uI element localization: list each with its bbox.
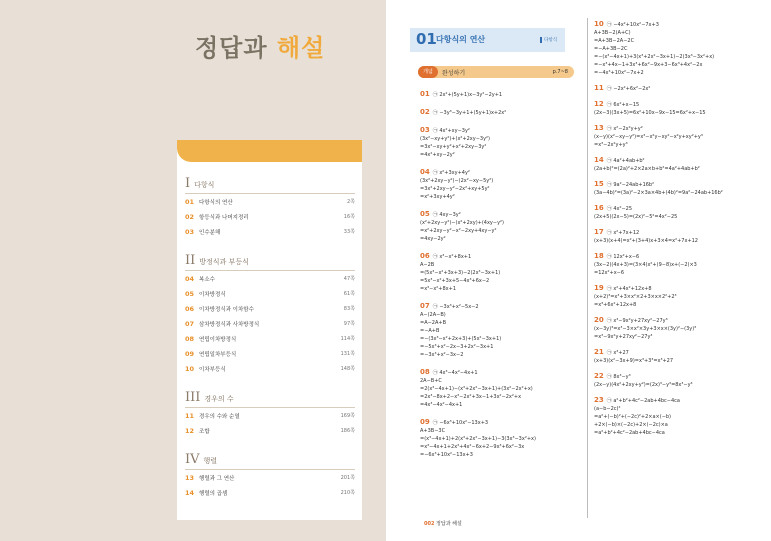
answer-result: ㉠ x²−2x²y+y² <box>606 126 643 132</box>
toc-section-numeral: I <box>185 176 191 191</box>
answer-work-line: =−x³+4x−1+3x³+6x²−9x+3−6x³+4x²−2x <box>594 62 703 68</box>
toc-item-title: 인수분해 <box>199 230 221 236</box>
answer-work-line: (x+3)(x²−3x+9)=x³+3³=x³+27 <box>594 358 674 364</box>
answer-number: 18 <box>594 252 604 260</box>
answer-item <box>594 372 693 389</box>
answer-number: 22 <box>594 372 604 380</box>
answer-work-line: (x−3y)³=x³−3×x²×3y+3×x×(3y)²−(3y)³ <box>594 326 697 332</box>
answer-result: ㉠ 12x²+x−6 <box>606 254 640 260</box>
answer-item <box>594 124 703 149</box>
toc-item[interactable] <box>185 412 355 420</box>
answer-work-line: (3a−4b)²=(3a)²−2×3a×4b+(4b)²=9a²−24ab+16b² <box>594 190 723 196</box>
page-footer <box>424 520 462 527</box>
cover-title-accent: 해설 <box>276 34 326 62</box>
answer-number: 03 <box>420 126 430 134</box>
answer-item <box>594 396 680 437</box>
answer-item <box>594 204 677 221</box>
answer-work-line: (a−b−2c)² <box>594 406 621 412</box>
chapter-tag: 다항식 <box>540 37 557 43</box>
answer-work-line: =3x²+2xy−y²−2x²+xy+5y² <box>420 186 490 192</box>
toc-item-title: 이차부등식 <box>199 367 226 373</box>
toc-item-title: 조합 <box>199 429 210 435</box>
toc-section-title: 경우의 수 <box>204 395 234 403</box>
answer-item <box>420 90 502 99</box>
toc-item-number: 10 <box>185 365 195 373</box>
toc-item-number: 05 <box>185 290 195 298</box>
answer-work-line: =x²+2xy−y²−x²−2xy+4xy−y² <box>420 228 497 234</box>
answer-item <box>594 284 677 309</box>
answer-item <box>594 180 723 197</box>
answer-work-line: =(5x³−x²+3x+3)−2(2x³−3x+1) <box>420 270 501 276</box>
answer-work-line: =−A+3B−2C <box>594 46 628 52</box>
answer-item <box>420 368 533 409</box>
toc-item[interactable] <box>185 489 355 497</box>
answer-result: ㉠ 4x³−4x²−4x+1 <box>432 370 478 376</box>
answer-work-line: =5x³−x²+3x+5−4x³+6x−2 <box>420 278 490 284</box>
answer-work-line: (x−y)(x²−xy−y²)=x³−x²y−xy²−x²y+xy²+y³ <box>594 134 703 140</box>
toc-item-page: 114쪽 <box>340 336 355 342</box>
toc-item-page: 47쪽 <box>343 276 355 282</box>
toc-item-page: 169쪽 <box>340 413 355 419</box>
answer-work-line: =A−2A+B <box>420 320 447 326</box>
toc-item-page: 61쪽 <box>343 291 355 297</box>
toc-item[interactable] <box>185 228 355 236</box>
chapter-number: 01 <box>416 30 437 48</box>
answer-work-line: =(x³−4x+1)+2(x³+2x²−3x+1)−3(3x³−3x²+x) <box>420 436 536 442</box>
answer-number: 08 <box>420 368 430 376</box>
footer-label: 정답과 해설 <box>436 521 462 527</box>
toc-section-numeral: III <box>185 390 201 405</box>
answer-number: 10 <box>594 20 604 28</box>
toc-item-page: 131쪽 <box>340 351 355 357</box>
toc-item-page: 97쪽 <box>343 321 355 327</box>
toc-section-heading <box>185 390 234 405</box>
toc-item-page: 201쪽 <box>340 475 355 481</box>
toc-section-rule <box>185 193 355 194</box>
answer-number: 17 <box>594 228 604 236</box>
answer-result: ㉠ x³−x²+8x+1 <box>432 254 472 260</box>
answer-work-line: =x³−x²+8x+1 <box>420 286 457 292</box>
toc-item-page: 83쪽 <box>343 306 355 312</box>
answer-result: ㉠ 4xy−3y² <box>432 212 461 218</box>
toc-item-title: 삼차방정식과 사차방정식 <box>199 322 260 328</box>
answer-result: ㉠ 9a²−24ab+16b² <box>606 182 655 188</box>
answer-number: 07 <box>420 302 430 310</box>
answer-item <box>420 210 504 243</box>
toc-item-number: 13 <box>185 474 195 482</box>
answer-result: ㉠ 4x²−25 <box>606 206 633 212</box>
toc-item-title: 연립이차방정식 <box>199 337 237 343</box>
toc-section-rule <box>185 270 355 271</box>
answer-result: ㉠ 8x³−y³ <box>606 374 631 380</box>
answer-work-line: =x³−9x²y+27xy²−27y³ <box>594 334 653 340</box>
answer-item <box>594 20 714 77</box>
answer-result: ㉠ −2x²+6x²−2x² <box>606 86 651 92</box>
answer-item <box>420 168 493 201</box>
answer-result: ㉠ −3x³+x²−5x−2 <box>432 304 479 310</box>
answer-work-line: =a²+b²+4c²−2ab+4bc−4ca <box>594 430 665 436</box>
chapter-header <box>410 28 565 52</box>
answer-result: ㉠ 4x²+xy−3y² <box>432 128 470 134</box>
answer-work-line: 2A−B+C <box>420 378 442 384</box>
answer-number: 05 <box>420 210 430 218</box>
toc-section-rule <box>185 469 355 470</box>
toc-section-rule <box>185 407 355 408</box>
answer-work-line: =4x³−4x²−4x+1 <box>420 402 463 408</box>
answer-work-line: (x²+2xy−y²)−(x²+2xy)+(4xy−y²) <box>420 220 504 226</box>
answer-work-line: =−5x³+x²−2x−3+2x²−3x+1 <box>420 344 494 350</box>
answer-work-line: +2×(−b)×(−2c)+2×(−2c)×a <box>594 422 668 428</box>
answer-work-line: (2x+5)(2x−5)=(2x)²−5²=4x²−25 <box>594 214 678 220</box>
toc-item-page: 16쪽 <box>343 214 355 220</box>
cover-title <box>195 28 325 63</box>
answer-work-line: A−2B <box>420 262 435 268</box>
answer-item <box>594 348 673 365</box>
toc-item[interactable] <box>185 198 355 206</box>
toc-item-number: 14 <box>185 489 195 497</box>
answer-result: ㉠ 4a²+4ab+b² <box>606 158 645 164</box>
answer-work-line: (x+3)(x+4)=x²+(3+4)x+3×4=x²+7x+12 <box>594 238 698 244</box>
toc-item[interactable] <box>185 474 355 482</box>
answer-result: ㉠ x²+4x²+12x+8 <box>606 286 652 292</box>
answer-work-line: A+3B−3C <box>420 428 446 434</box>
answer-number: 23 <box>594 396 604 404</box>
answer-work-line: (2a+b)²=(2a)²+2×2a×b+b²=4a²+4ab+b² <box>594 166 700 172</box>
answer-work-line: =4xy−2y² <box>420 236 446 242</box>
answer-item <box>594 316 696 341</box>
concept-title: 완성하기 <box>442 70 466 77</box>
toc-item-number: 04 <box>185 275 195 283</box>
toc-item-number: 03 <box>185 228 195 236</box>
toc-section-numeral: IV <box>185 452 200 467</box>
concept-tag: 개념 <box>418 66 438 78</box>
toc-section-title: 다항식 <box>194 181 215 189</box>
answer-number: 13 <box>594 124 604 132</box>
toc-item-title: 항등식과 나머지정리 <box>199 215 249 221</box>
answer-work-line: =−3x³+x²−3x−2 <box>420 352 464 358</box>
answer-work-line: =x³−2x²y+y³ <box>594 142 628 148</box>
answer-work-line: (2x−3)(3x+5)=6x²+10x−9x−15=6x²+x−15 <box>594 110 706 116</box>
answer-work-line: =2x³−8x+2−x³−2x²+3x−1+3x²−2x²+x <box>420 394 522 400</box>
toc-item[interactable] <box>185 275 355 283</box>
toc-section-heading <box>185 176 214 191</box>
answer-work-line: A−(2A−B) <box>420 312 446 318</box>
toc-item[interactable] <box>185 350 355 358</box>
answer-number: 15 <box>594 180 604 188</box>
toc-section-title: 행렬 <box>203 457 218 465</box>
answer-item <box>420 108 506 117</box>
answer-work-line: =x³−4x+1+2x³+4x²−6x+2−9x³+6x²−3x <box>420 444 525 450</box>
answer-work-line: =2(x³−4x+1)−(x³+2x²−3x+1)+(3x²−2x²+x) <box>420 386 533 392</box>
answer-result: ㉠ x³−9x²y+27xy²−27y³ <box>606 318 668 324</box>
answer-number: 02 <box>420 108 430 116</box>
table-of-contents <box>177 140 362 520</box>
toc-item-number: 02 <box>185 213 195 221</box>
toc-item-page: 33쪽 <box>343 229 355 235</box>
toc-item-title: 경우의 수와 순열 <box>199 414 240 420</box>
answer-result: ㉠ −3y³−3y+1+(5y+1)x+2x² <box>432 110 507 116</box>
answer-item <box>594 252 697 277</box>
answer-item <box>420 126 490 159</box>
answer-item <box>594 84 650 93</box>
answer-number: 12 <box>594 100 604 108</box>
toc-item-title: 복소수 <box>199 277 215 283</box>
answer-work-line: (2x−y)(4x²+2xy+y²)=(2x)³−y³=8x³−y³ <box>594 382 693 388</box>
answer-number: 20 <box>594 316 604 324</box>
answer-result: ㉠ x³+27 <box>606 350 629 356</box>
answer-item <box>594 100 706 117</box>
answer-result: ㉠ a²+b²+4c²−2ab+4bc−4ca <box>606 398 680 404</box>
toc-item[interactable] <box>185 213 355 221</box>
answer-number: 06 <box>420 252 430 260</box>
answer-number: 09 <box>420 418 430 426</box>
toc-item-page: 148쪽 <box>340 366 355 372</box>
answer-item <box>420 418 536 459</box>
concept-bar <box>418 66 574 78</box>
answer-work-line: =−(3x³−x²+2x+3)+(5x²−3x+1) <box>420 336 502 342</box>
answer-work-line: =3x²−xy+y²+x²+2xy−3y² <box>420 144 487 150</box>
answer-number: 04 <box>420 168 430 176</box>
toc-item-number: 08 <box>185 335 195 343</box>
answer-work-line: =12x²+x−6 <box>594 270 625 276</box>
toc-item-number: 11 <box>185 412 195 420</box>
toc-item[interactable] <box>185 427 355 435</box>
answer-number: 16 <box>594 204 604 212</box>
answer-work-line: A+3B−2(A+C) <box>594 30 631 36</box>
toc-item-number: 12 <box>185 427 195 435</box>
toc-item-page: 2쪽 <box>346 199 355 205</box>
answer-number: 11 <box>594 84 604 92</box>
answer-work-line: =−A+B <box>420 328 440 334</box>
toc-section-heading <box>185 253 249 268</box>
answer-item <box>420 252 500 293</box>
toc-section-heading <box>185 452 217 467</box>
answer-work-line: =−(x³−4x+1)+3(x³+2x²−3x+1)−2(3x³−3x²+x) <box>594 54 715 60</box>
answer-result: ㉠ x²+7x+12 <box>606 230 640 236</box>
toc-item[interactable] <box>185 335 355 343</box>
answer-work-line: =A+3B−2A−2C <box>594 38 635 44</box>
cover-title-plain: 정답과 <box>195 34 268 62</box>
answer-work-line: =−4x³+10x²−7x+2 <box>594 70 644 76</box>
toc-item-title: 이차방정식과 이차함수 <box>199 307 254 313</box>
toc-item-number: 01 <box>185 198 195 206</box>
toc-item[interactable] <box>185 365 355 373</box>
toc-section-title: 방정식과 부등식 <box>199 258 249 266</box>
answer-result: ㉠ x²+3xy+4y² <box>432 170 470 176</box>
answer-number: 19 <box>594 284 604 292</box>
toc-item-title: 다항식의 연산 <box>199 200 233 206</box>
toc-item[interactable] <box>185 320 355 328</box>
answer-number: 21 <box>594 348 604 356</box>
answer-work-line: =−6x³+10x²−13x+3 <box>420 452 473 458</box>
answer-work-line: =x³+6x²+12x+8 <box>594 302 637 308</box>
toc-item-page: 210쪽 <box>340 490 355 496</box>
column-divider <box>587 18 588 518</box>
answer-result: ㉠ −4x²+10x²−7x+3 <box>606 22 659 28</box>
concept-page: p.7~8 <box>552 69 568 75</box>
toc-item-title: 행렬의 곱셈 <box>199 491 228 497</box>
answer-result: ㉠ 2x²+(5y+1)x−3y²−2y+1 <box>432 92 503 98</box>
answer-number: 01 <box>420 90 430 98</box>
toc-header-band <box>177 140 362 162</box>
answer-work-line: =x²+3xy+4y² <box>420 194 455 200</box>
toc-item-title: 행렬과 그 연산 <box>199 476 235 482</box>
toc-section-numeral: II <box>185 253 196 268</box>
toc-item[interactable] <box>185 290 355 298</box>
toc-item-number: 09 <box>185 350 195 358</box>
answer-item <box>594 228 698 245</box>
toc-item-number: 07 <box>185 320 195 328</box>
answer-item <box>420 302 501 359</box>
toc-item-page: 186쪽 <box>340 428 355 434</box>
answer-work-line: (3x−2)(4x+3)=(3×4)x²+(9−8)x+(−2)×3 <box>594 262 697 268</box>
answer-work-line: (3x²−xy+y²)+(x²+2xy−3y²) <box>420 136 490 142</box>
toc-item-title: 이차방정식 <box>199 292 226 298</box>
toc-item-title: 연립일차부등식 <box>199 352 237 358</box>
toc-item[interactable] <box>185 305 355 313</box>
answer-result: ㉠ −6x³+10x²−13x+3 <box>432 420 489 426</box>
answer-work-line: (x+2)³=x³+3×x²×2+3×x×2²+2³ <box>594 294 677 300</box>
answer-item <box>594 156 700 173</box>
answer-number: 14 <box>594 156 604 164</box>
answer-work-line: =a²+(−b)²+(−2c)²+2×a×(−b) <box>594 414 672 420</box>
footer-page-number: 002 <box>424 521 435 527</box>
answer-work-line: =4x²+xy−2y² <box>420 152 455 158</box>
answer-work-line: (3x²+2xy−y²)−(2x²−xy−5y²) <box>420 178 494 184</box>
chapter-title: 다항식의 연산 <box>436 35 486 44</box>
answer-result: ㉠ 6x²+x−15 <box>606 102 640 108</box>
toc-item-number: 06 <box>185 305 195 313</box>
